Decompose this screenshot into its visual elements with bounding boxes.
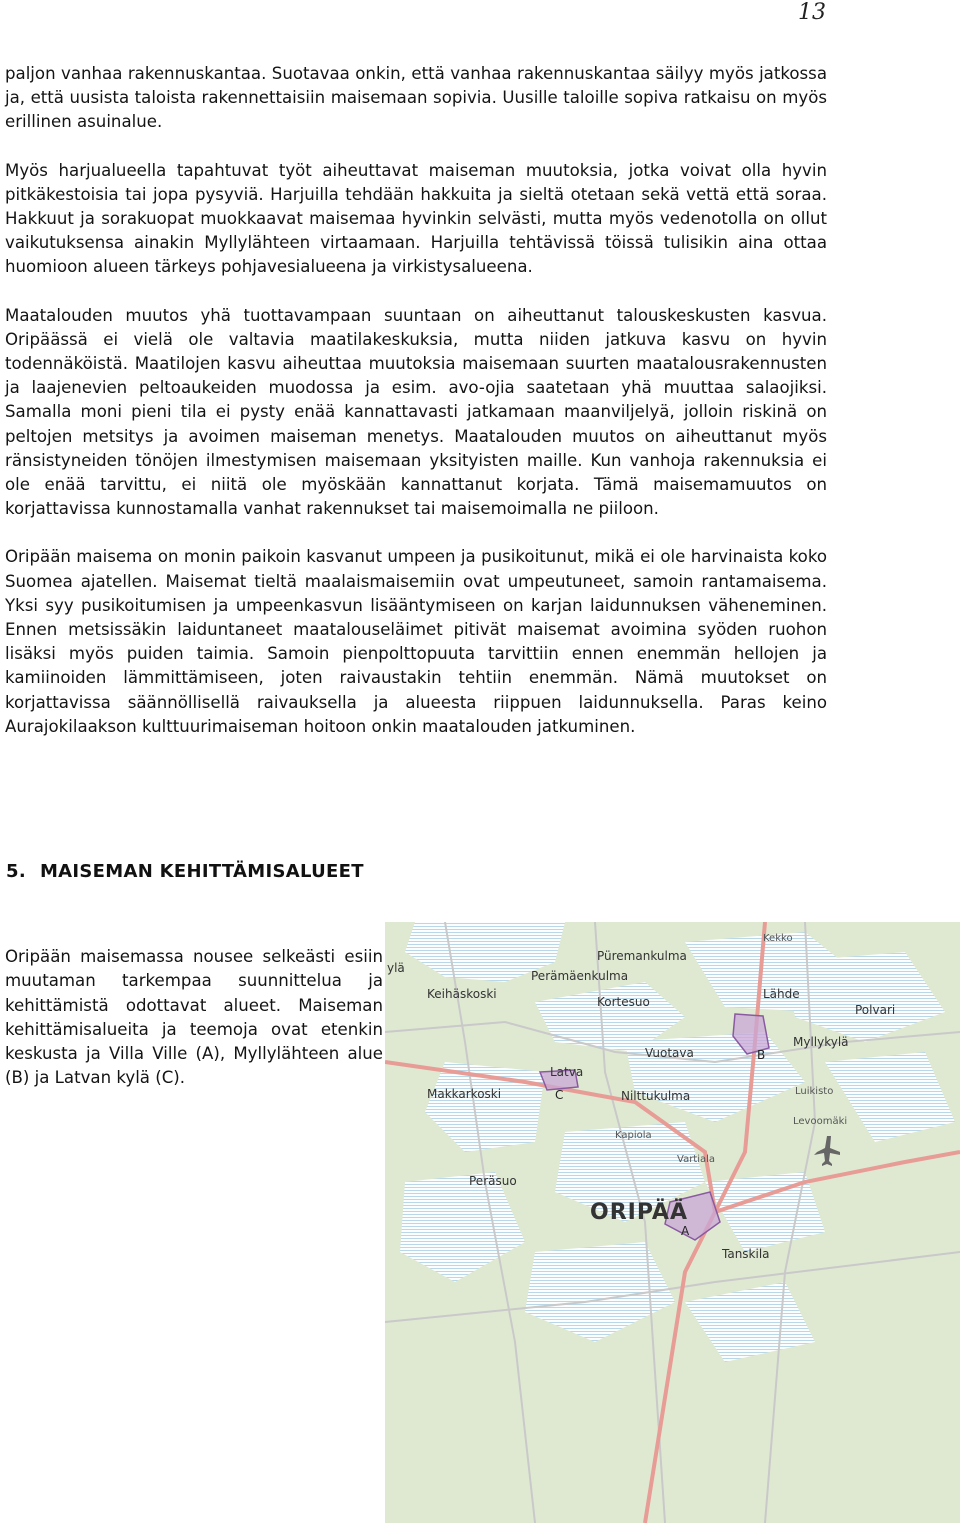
map-label-kortesuo: Kortesuo (597, 995, 650, 1009)
map-label-lahde: Lähde (763, 987, 800, 1001)
side-paragraph: Oripään maisemassa nousee selkeästi esiin muutaman tarkempaa suunnittelua ja kehittämistä odottavat alueet. Maiseman kehittämisalueita ja teemoja ovat etenkin keskusta ja Villa Ville (A), Myllylähteen alue (B) ja Latvan kylä (C). (5, 947, 383, 1088)
map-label-tanskila: Tanskila (722, 1247, 770, 1261)
map-label-myllykyla: Myllykylä (793, 1035, 849, 1049)
map-label-makkarkoski: Makkarkoski (427, 1087, 502, 1101)
map-label-perasuo: Peräsuo (469, 1174, 517, 1188)
section-number: 5. (6, 861, 26, 882)
map-label-yla: ylä (387, 961, 405, 975)
map-label-purimankulma: Püremankulma (597, 949, 687, 963)
map-marker-a: A (681, 1224, 690, 1238)
map-label-oripaa: ORIPÄÄ (590, 1200, 688, 1225)
paragraph-overgrowth: Oripään maisema on monin paikoin kasvanut umpeen ja pusikoitunut, mikä ei ole harvinaista koko Suomea ajatellen. Maisemat tieltä maalaismaisemiin ovat umpeutuneet, samoin rantamaisema. Yksi syy pusikoitumisen ja umpeenkasvun lisääntymiseen on karjan laidunnuksen väheneminen. Ennen metsissäkin laiduntaneet maatalouseläimet pitivät maisemat avoimina syöden ruohon lisäksi myös puiden taimia. Samoin pienpolttopuuta tarvittiin ennen enemmän hellojen ja kamiinoiden lämmittämiseen, joten raivaustakin tehtiin enemmän. Nämä muutokset on korjattavissa säännöllisellä raivauksella ja alueesta riippuen laidunnuksella. Paras keino Aurajokilaakson kulttuurimaiseman hoitoon onkin maatalouden jatkuminen. (5, 547, 827, 736)
map-label-levoomaki: Levoomäki (793, 1116, 848, 1127)
map-label-keihaskoski: Keihäskoski (427, 987, 497, 1001)
paragraph-old-buildings: paljon vanhaa rakennuskantaa. Suotavaa onkin, että vanhaa rakennuskantaa säilyy myös jatkossa ja, että uusista taloista rakennettaisiin maisemaan sopivia. Uusille taloille sopiva ratkaisu on myös erillinen asuinalue. (5, 64, 827, 132)
map-image (385, 922, 960, 1523)
section-heading (6, 861, 364, 882)
map-label-luikisto: Luikisto (795, 1086, 834, 1097)
map-label-latva: Latva (550, 1065, 584, 1079)
map-label-kekko: Kekko (763, 933, 793, 944)
map-label-polvari: Polvari (855, 1003, 896, 1017)
map-label-vuotava: Vuotava (645, 1046, 694, 1060)
map-graphic (385, 922, 960, 1523)
body-text (5, 62, 827, 763)
map-label-vartiala: Vartiala (677, 1154, 716, 1165)
section-title: MAISEMAN KEHITTÄMISALUEET (39, 861, 364, 882)
paragraph-agriculture-change: Maatalouden muutos yhä tuottavampaan suuntaan on aiheuttanut talouskeskusten kasvua. Oripäässä ei vielä ole valtavia maatilakeskuksia, mutta niiden jatkuva kasvu on hyvin todennäköistä. Maatilojen kasvu aiheuttaa muutoksia maisemaan suurten maatalousrakennusten ja laajenevien peltoaukeiden muodossa ja esim. avo-ojia saatetaan yhä muuttaa salaojiksi. Samalla moni pieni tila ei pysty enää kannattavasti jatkamaan maanviljelyä, jolloin riskinä on peltojen metsitys ja avoimen maiseman menetys. Maatalouden muutos on aiheuttanut myös ränsistyneiden tönöjen ilmestymisen maisemaan yksityisten maille. Kun vanhoja rakennuksia ei ole enää tarvittu, ei niitä ole myöskään kannattanut korjata. Tämä maisemamuutos on korjattavissa kunnostamalla vanhat rakennukset tai maisemoimalla ne piiloon. (5, 305, 827, 519)
map-label-peramaenkulma: Perämäenkulma (531, 969, 629, 983)
map-marker-c: C (555, 1088, 564, 1102)
map-label-nilttukulma: Nilttukulma (621, 1089, 691, 1103)
map-label-kapiola: Kapiola (615, 1130, 652, 1141)
page-number: 13 (798, 0, 826, 25)
map-marker-b: B (757, 1048, 766, 1062)
paragraph-ridge-area: Myös harjualueella tapahtuvat työt aiheuttavat maiseman muutoksia, jotka voivat olla hyvin pitkäkestoisia tai jopa pysyviä. Harjuilla tehdään hakkuita ja sieltä otetaan sekä vettä että soraa. Hakkuut ja sorakuopat muokkaavat maisemaa hyvinkin selvästi, mutta myös vedenotolla on ollut vaikutuksensa ainakin Myllylähteen virtaamaan. Harjuilla tehtävissä töissä tulisikin aina ottaa huomioon alueen tärkeys pohjavesialueena ja virkistysalueena. (5, 160, 827, 277)
